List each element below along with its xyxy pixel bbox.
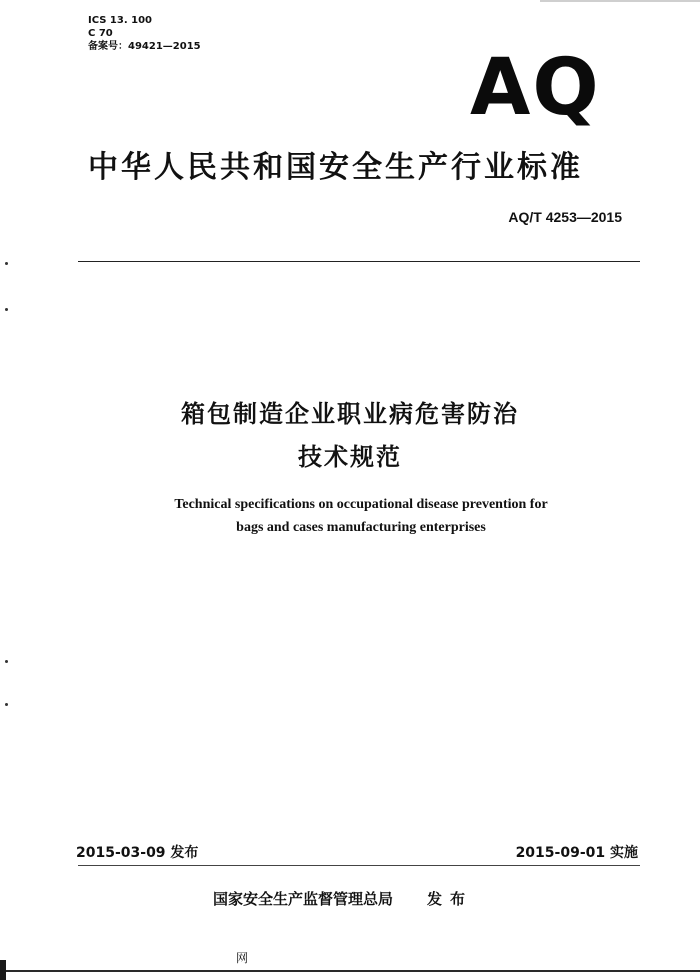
issuing-authority [213, 888, 473, 909]
document-title-cn-line2: 技术规范 [298, 443, 402, 471]
aq-logo: AQ [470, 43, 601, 133]
page-bottom-edge [0, 970, 700, 972]
effective-date: 2015-09-01 实施 [515, 845, 638, 861]
header-divider [78, 261, 640, 262]
scan-speck [5, 703, 8, 706]
ccs-code: C 70 [88, 28, 113, 39]
scan-corner-mark [0, 960, 6, 980]
scan-speck [5, 262, 8, 265]
scan-edge [540, 0, 700, 2]
issuer-action: 发布 [427, 890, 474, 908]
issuer-name: 国家安全生产监督管理总局 [213, 890, 394, 908]
scan-speck [5, 308, 8, 311]
national-standard-title: 中华人民共和国安全生产行业标准 [88, 150, 583, 185]
document-title-en-line1: Technical specifications on occupational disease prevention for [174, 497, 548, 512]
footer-mark: 网 [236, 951, 249, 965]
ics-code: ICS 13. 100 [88, 15, 152, 26]
document-title-en-line2: bags and cases manufacturing enterprises [236, 520, 486, 535]
footer-divider [78, 865, 640, 866]
record-number: 备案号：49421—2015 [88, 41, 201, 52]
scan-speck [5, 660, 8, 663]
issue-date: 2015-03-09 发布 [76, 845, 199, 861]
document-title-cn-line1: 箱包制造企业职业病危害防治 [181, 400, 519, 428]
standard-code: AQ/T 4253—2015 [508, 209, 622, 225]
classification-block [88, 14, 201, 53]
